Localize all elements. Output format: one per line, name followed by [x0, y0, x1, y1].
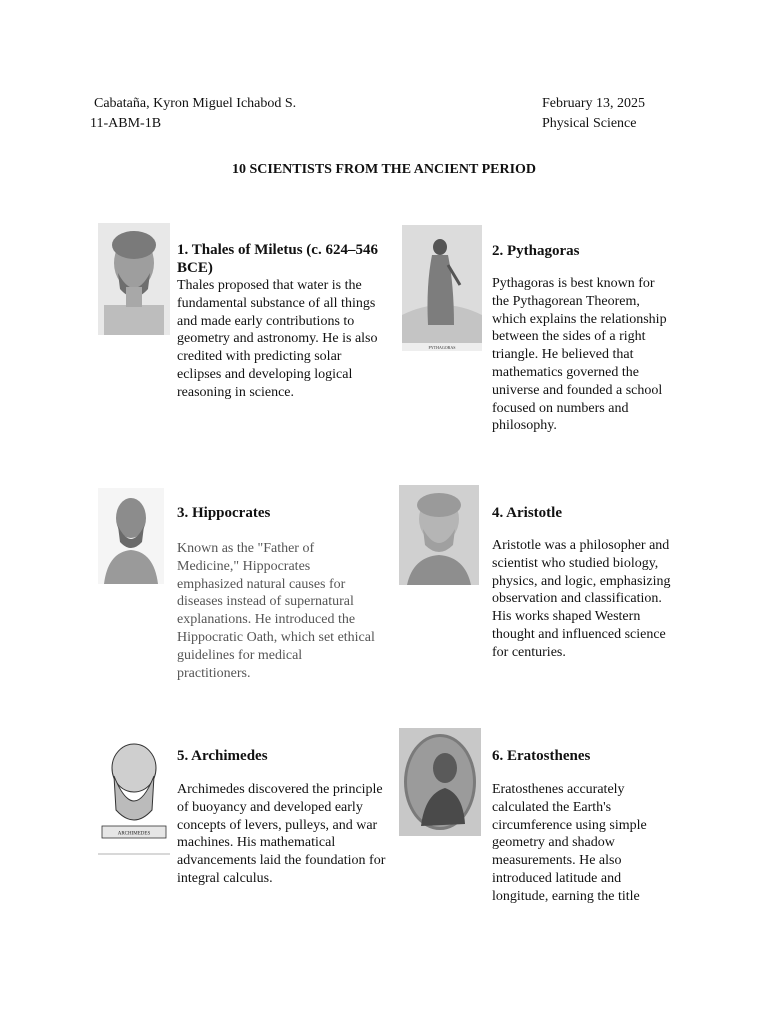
subject: Physical Science	[542, 116, 637, 131]
scientist-2-text: Pythagoras is best known for the Pythagorean Theorem, which explains the relationship between the sides of a right triangle. He believed that mathematics governed the universe and founded a school focused on numbers and philosophy.	[492, 276, 667, 434]
scientist-4-text: Aristotle was a philosopher and scientist who studied biology, physics, and logic, emphasizing observation and classification. His works shaped Western thought and influenced science for centuries.	[492, 538, 671, 660]
student-name: Cabataña, Kyron Miguel Ichabod S.	[94, 96, 297, 111]
page-title: 10 SCIENTISTS FROM THE ANCIENT PERIOD	[231, 162, 537, 177]
scientist-3-heading: 3. Hippocrates	[177, 505, 271, 521]
pythagoras-portrait	[402, 225, 482, 351]
scientist-1-heading: 1. Thales of Miletus (c. 624–546 BCE)	[177, 242, 378, 276]
scientist-5-heading: 5. Archimedes	[177, 748, 268, 764]
scientist-3-text: Known as the "Father of Medicine," Hippocrates emphasized natural causes for diseases instead of supernatural explanations. He introduced the Hippocratic Oath, which set ethical guidelines for medical practitioners.	[177, 541, 375, 681]
scientist-2-heading: 2. Pythagoras	[492, 243, 580, 259]
hippocrates-portrait	[98, 488, 164, 584]
eratosthenes-portrait	[399, 728, 481, 836]
aristotle-portrait	[399, 485, 479, 585]
archimedes-portrait	[98, 730, 170, 856]
pythagoras-caption: PYTHAGORAS	[428, 345, 456, 350]
thales-portrait	[98, 223, 170, 335]
document-date: February 13, 2025	[542, 96, 646, 111]
scientist-6-heading: 6. Eratosthenes	[492, 748, 591, 764]
scientist-4-heading: 4. Aristotle	[492, 505, 562, 521]
scientist-6-text: Eratosthenes accurately calculated the Earth's circumference using simple geometry and shadow measurements. He also introduced latitude and longitude, earning the title	[492, 782, 647, 904]
student-section: 11-ABM-1B	[90, 116, 162, 131]
scientist-1-text: Thales proposed that water is the fundamental substance of all things and made early contributions to geometry and astronomy. He is also credited with predicting solar eclipses and developing logical reasoning in science.	[177, 278, 378, 400]
archimedes-caption: ARCHIMEDES	[117, 831, 151, 837]
scientist-5-text: Archimedes discovered the principle of buoyancy and developed early concepts of levers, pulleys, and war machines. His mathematical advancements laid the foundation for integral calculus.	[177, 782, 386, 886]
